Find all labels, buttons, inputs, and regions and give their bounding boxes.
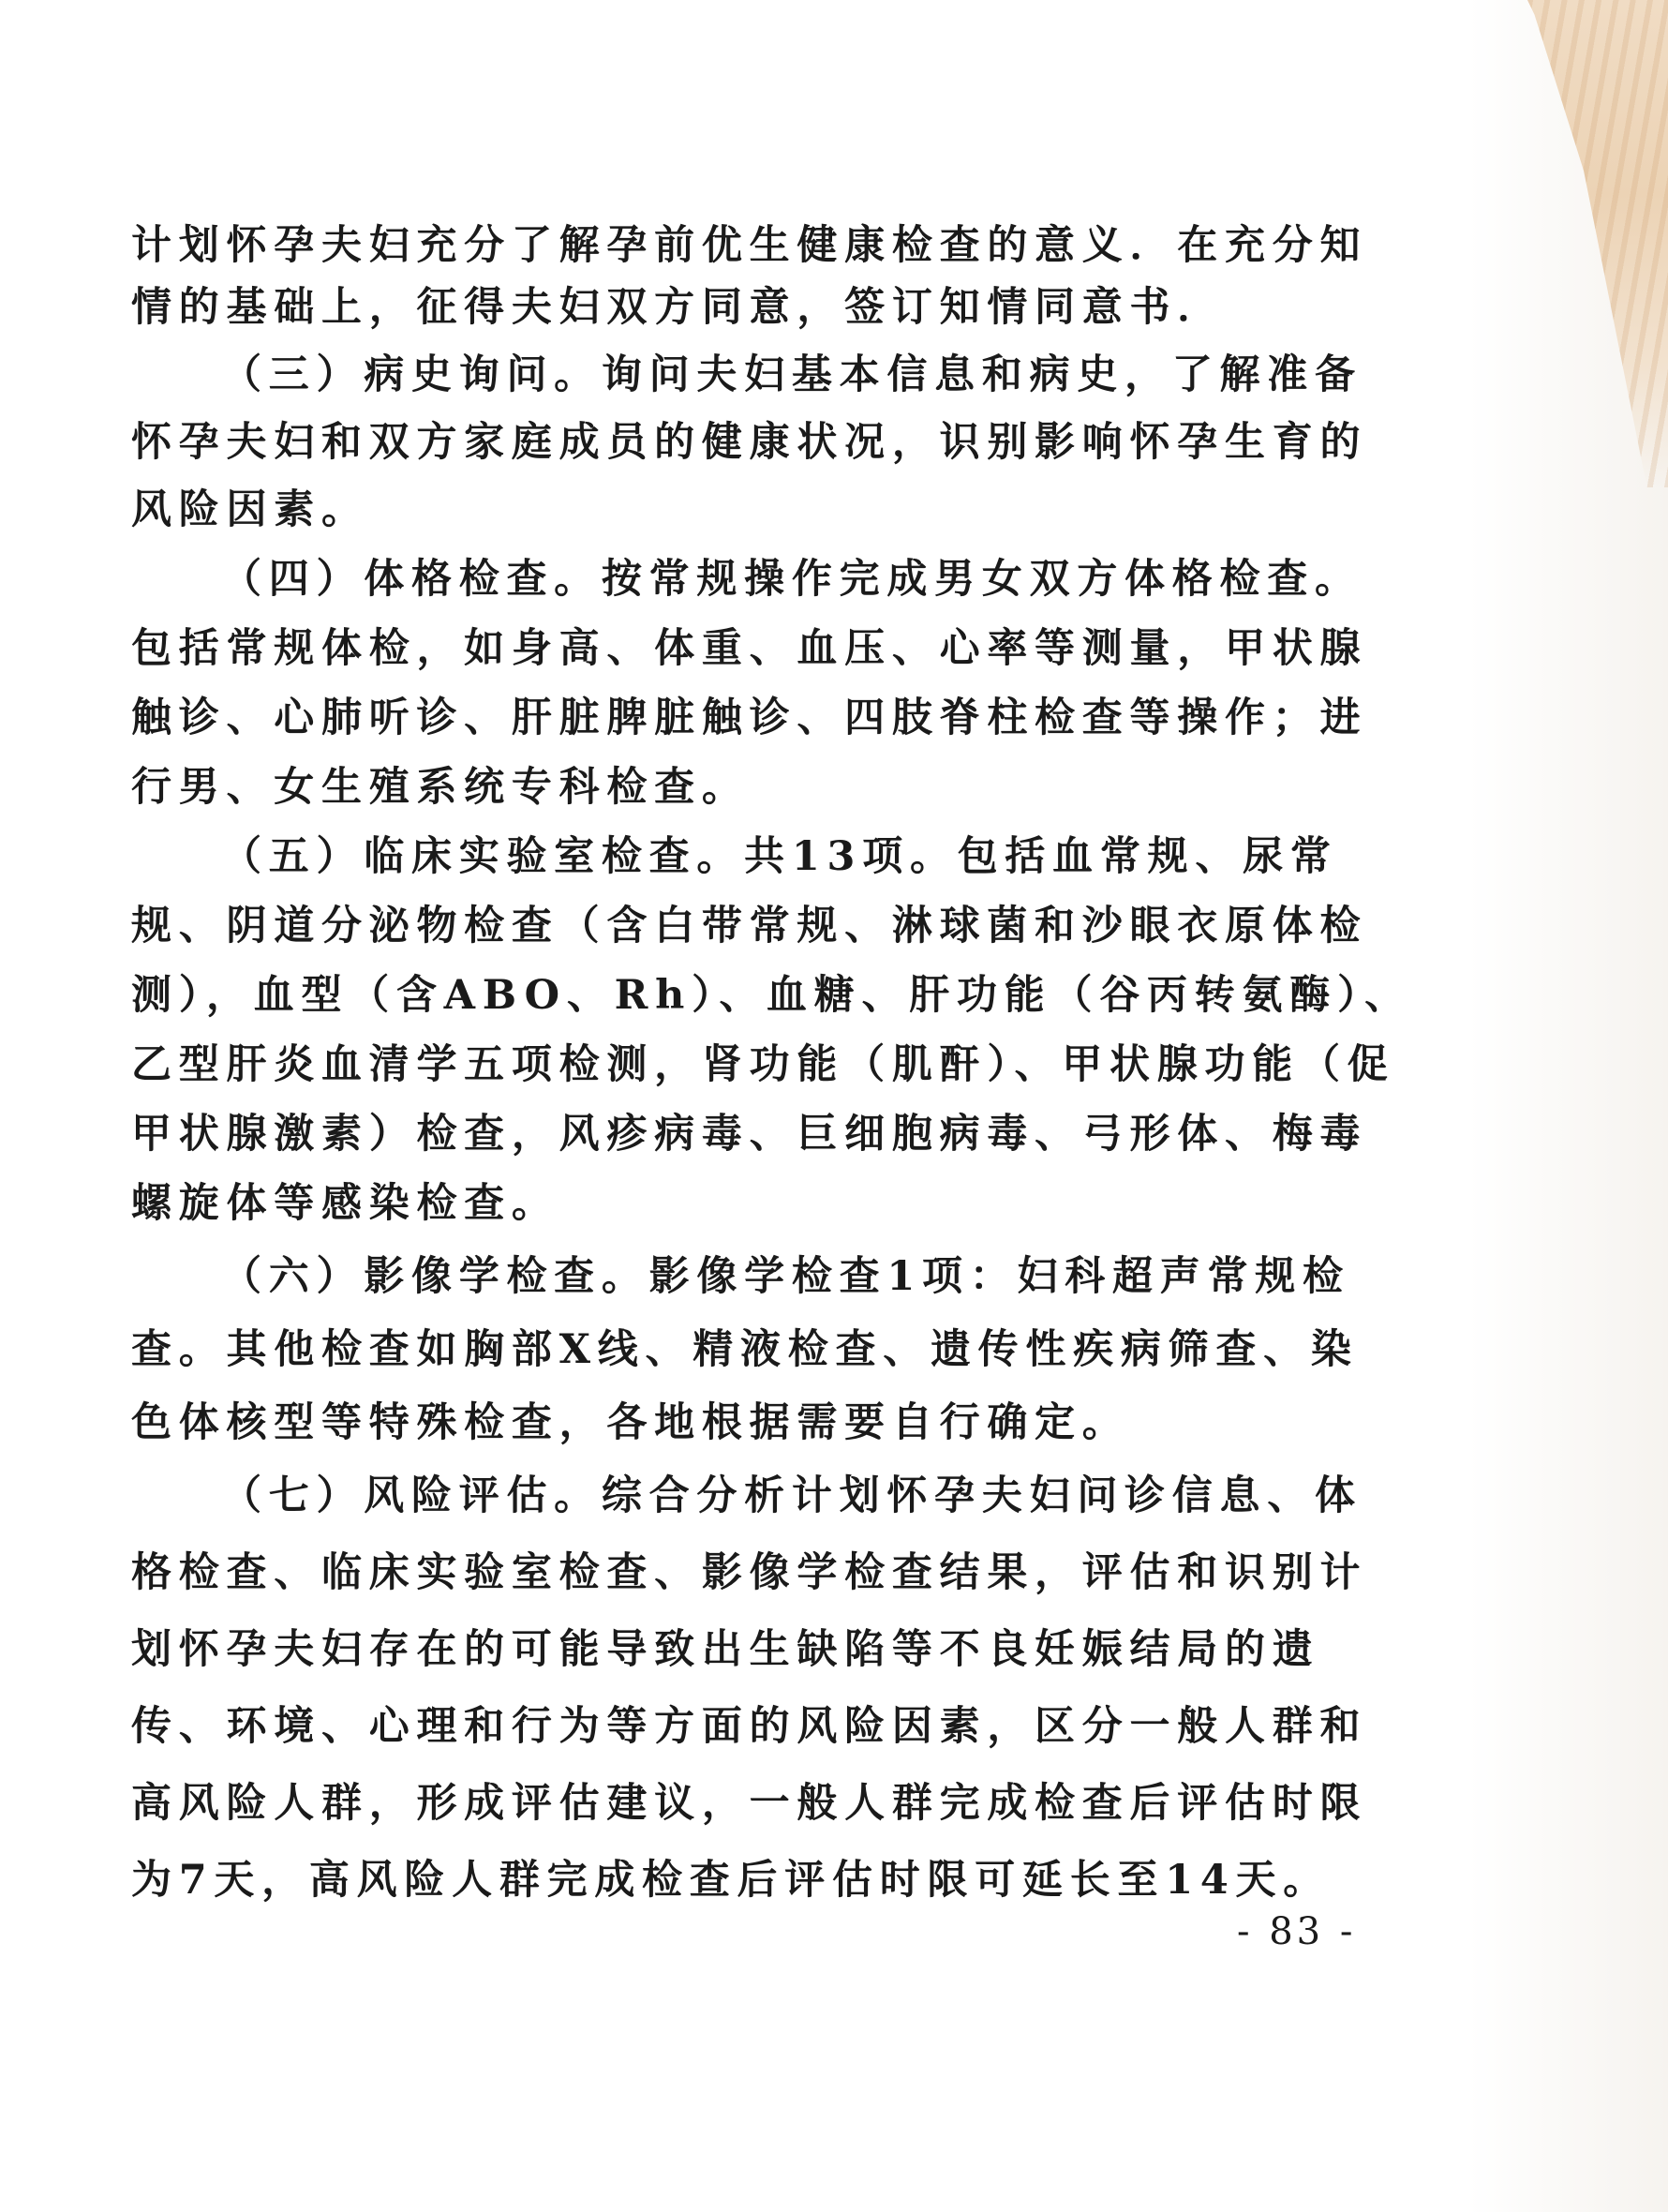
text-line: 测），血型（含ABO、Rh）、血糖、肝功能（谷丙转氨酶）、 bbox=[131, 972, 1412, 1019]
text-line: 计划怀孕夫妇充分了解孕前优生健康检查的意义．在充分知 bbox=[131, 222, 1368, 269]
text-line: 行男、女生殖系统专科检查。 bbox=[131, 764, 750, 811]
text-line: 高风险人群，形成评估建议，一般人群完成检查后评估时限 bbox=[131, 1780, 1368, 1827]
section-heading-line: （三）病史询问。询问夫妇基本信息和病史，了解准备 bbox=[221, 351, 1363, 398]
section-heading-line: （四）体格检查。按常规操作完成男女双方体格检查。 bbox=[221, 556, 1363, 603]
text-line: 乙型肝炎血清学五项检测，肾功能（肌酐）、甲状腺功能（促 bbox=[131, 1041, 1395, 1088]
text-line: 风险因素。 bbox=[131, 486, 369, 533]
text-line: 甲状腺激素）检查，风疹病毒、巨细胞病毒、弓形体、梅毒 bbox=[131, 1111, 1368, 1158]
text-line: 查。其他检查如胸部X线、精液检查、遗传性疾病筛查、染 bbox=[131, 1326, 1359, 1373]
text-line: 为7天，高风险人群完成检查后评估时限可延长至14天。 bbox=[131, 1857, 1331, 1904]
wood-surface-background bbox=[1527, 0, 1668, 487]
text-line: 触诊、心肺听诊、肝脏脾脏触诊、四肢脊柱检查等操作；进 bbox=[131, 695, 1368, 741]
text-line: 情的基础上，征得夫妇双方同意，签订知情同意书． bbox=[131, 284, 1226, 331]
text-line: 包括常规体检，如身高、体重、血压、心率等测量，甲状腺 bbox=[131, 625, 1368, 672]
text-line: 怀孕夫妇和双方家庭成员的健康状况，识别影响怀孕生育的 bbox=[131, 419, 1368, 466]
text-line: 螺旋体等感染检查。 bbox=[131, 1180, 559, 1227]
page-number: - 83 - bbox=[1237, 1910, 1357, 1953]
body-text bbox=[131, 222, 1412, 1904]
text-line: 规、阴道分泌物检查（含白带常规、淋球菌和沙眼衣原体检 bbox=[131, 903, 1368, 949]
section-heading-line: （六）影像学检查。影像学检查1项：妇科超声常规检 bbox=[221, 1253, 1350, 1300]
text-line: 划怀孕夫妇存在的可能导致出生缺陷等不良妊娠结局的遗 bbox=[131, 1626, 1320, 1673]
section-heading-line: （五）临床实验室检查。共13项。包括血常规、尿常 bbox=[221, 833, 1338, 880]
text-line: 传、环境、心理和行为等方面的风险因素，区分一般人群和 bbox=[131, 1703, 1368, 1750]
text-line: 色体核型等特殊检查，各地根据需要自行确定。 bbox=[131, 1399, 1130, 1446]
section-heading-line: （七）风险评估。综合分析计划怀孕夫妇问诊信息、体 bbox=[221, 1472, 1363, 1519]
text-line: 格检查、临床实验室检查、影像学检查结果，评估和识别计 bbox=[131, 1549, 1368, 1596]
